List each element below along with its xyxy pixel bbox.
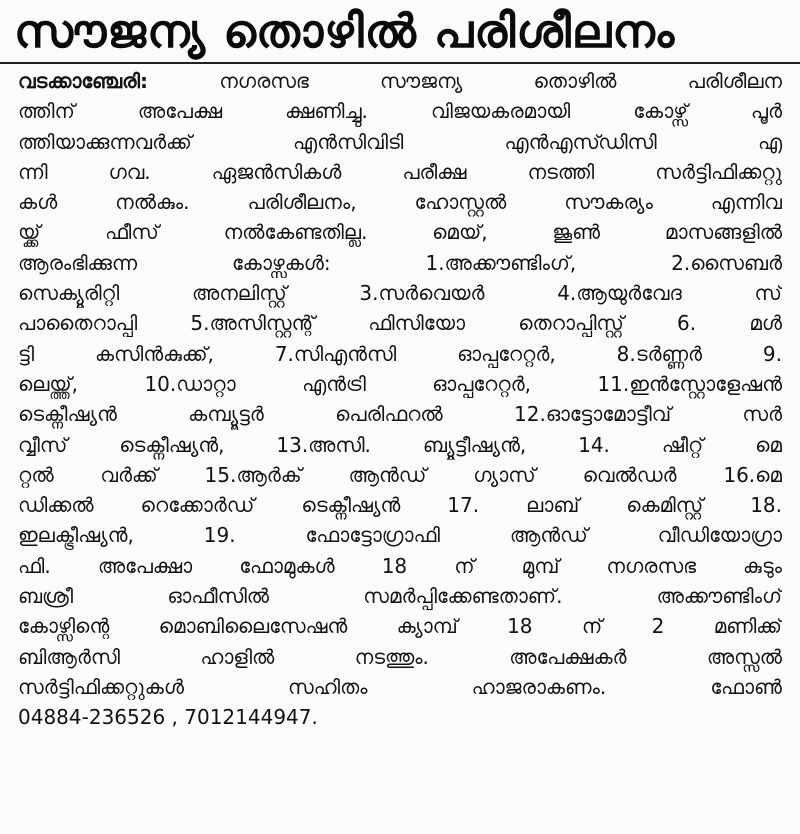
article-line: ഫി. അപേക്ഷാ ഫോമുകൾ 18 ന് മുമ്പ് നഗരസഭ കുടും <box>18 553 782 578</box>
article-line: ആരംഭിക്കുന്ന കോഴ്സുകൾ: 1.അക്കൗണ്ടിംഗ്, 2.സൈബർ <box>18 250 782 275</box>
article-line: പാതൈറാപ്പി 5.അസിസ്റ്റന്റ് ഫിസിയോ തെറാപ്പിസ്റ്റ് 6. മൾ <box>18 311 782 336</box>
article-line: ന്നി ഗവ. ഏജൻസികൾ പരീക്ഷ നടത്തി സർട്ടിഫിക്കറ്റു <box>18 159 782 184</box>
article-line: ഡിക്കൽ റെക്കോർഡ് ടെക്നീഷ്യൻ 17. ലാബ് കെമിസ്റ്റ് 18. <box>18 493 782 518</box>
article-line: ഇലക്ട്രീഷ്യൻ, 19. ഫോട്ടോഗ്രാഫി ആൻഡ് വീഡിയോഗ്രാ <box>18 523 782 548</box>
article-line: ട്ടി കസിൻകുക്ക്, 7.സിഎൻസി ഓപ്പറേറ്റർ, 8.ടർണ്ണർ 9. <box>18 341 782 366</box>
article-line: യ്ക്ക് ഫീസ് നൽകേണ്ടതില്ല. മെയ്, ജൂൺ മാസങ്ങളിൽ <box>18 220 782 245</box>
headline: സൗജന്യ തൊഴിൽ പരിശീലനം <box>14 4 676 58</box>
article-line: ബിആർസി ഹാളിൽ നടത്തും. അപേക്ഷകർ അസ്സൽ <box>18 644 782 669</box>
article-line: ലെയ്ത്ത്, 10.ഡാറ്റാ എൻട്രി ഓപ്പറേറ്റർ, 11.ഇൻസ്റ്റോളേഷൻ <box>18 371 782 396</box>
article-line: കൾ നൽകും. പരിശീലനം, ഹോസ്റ്റൽ സൗകര്യം എന്നിവ <box>18 190 782 215</box>
article-line: ബശ്രീ ഓഫീസിൽ സമർപ്പിക്കേണ്ടതാണ്. അക്കൗണ്ടിംഗ് <box>18 584 782 609</box>
article-body <box>18 66 782 733</box>
dateline: വടക്കാഞ്ചേരി: <box>18 69 148 93</box>
first-line-text: നഗരസഭ സൗജന്യ തൊഴിൽ പരിശീലന <box>147 69 782 93</box>
article-line: ത്തിന് അപേക്ഷ ക്ഷണിച്ചു. വിജയകരമായി കോഴ്സ് പൂർ <box>18 99 782 124</box>
phone-numbers: 04884-236526 , 7012144947. <box>18 705 318 730</box>
article-line: വ്വീസ് ടെക്നീഷ്യൻ, 13.അസി. ബ്യൂട്ടീഷ്യൻ, 14. ഷീറ്റ് മെ <box>18 432 782 457</box>
article-line: സർട്ടിഫിക്കറ്റുകൾ സഹിതം ഹാജരാകണം. ഫോൺ <box>18 674 782 699</box>
article-line: റ്റൽ വർക്ക് 15.ആർക് ആൻഡ് ഗ്യാസ് വെൽഡർ 16.മെ <box>18 462 782 487</box>
article-line: ത്തിയാക്കുന്നവർക്ക് എൻസിവിടി എൻഎസ്ഡിസി എ <box>18 129 782 154</box>
article-line: കോഴ്സിന്റെ മൊബിലൈസേഷൻ ക്യാമ്പ് 18 ന് 2 മണിക്ക് <box>18 614 782 639</box>
article-line: സെക്യൂരിറ്റി അനലിസ്റ്റ് 3.സർവെയർ 4.ആയുർവേദ സ് <box>18 281 782 306</box>
article-line: ടെക്നീഷ്യൻ കമ്പ്യൂട്ടർ പെരിഫറൽ 12.ഓട്ടോമോട്ടീവ് സർ <box>18 402 782 427</box>
article-line <box>18 66 782 96</box>
headline-divider <box>0 62 800 64</box>
